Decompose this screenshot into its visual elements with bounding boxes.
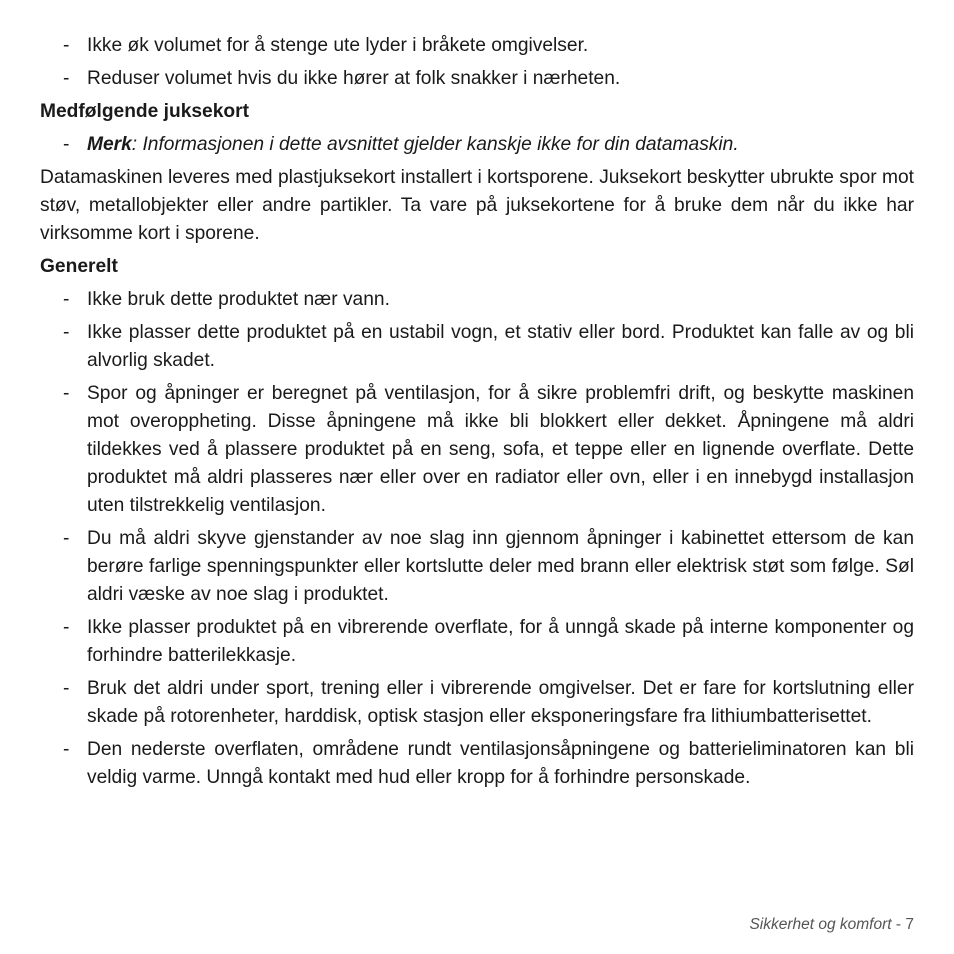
- list-item: [40, 380, 914, 520]
- list-item-text: Ikke øk volumet for å stenge ute lyder i bråkete omgivelser.: [87, 35, 589, 56]
- list-item-text: Reduser volumet hvis du ikke hører at folk snakker i nærheten.: [87, 68, 621, 89]
- footer-separator: -: [891, 916, 906, 933]
- bullet-dash: -: [63, 68, 70, 89]
- bullet-dash: -: [63, 289, 70, 310]
- list-item: [40, 675, 914, 731]
- bullet-dash: -: [63, 739, 70, 760]
- section-heading: Medfølgende juksekort: [40, 101, 249, 122]
- bullet-dash: -: [63, 678, 70, 699]
- list-item: [40, 65, 914, 93]
- page-number: 7: [905, 916, 914, 933]
- page-footer: [749, 916, 914, 934]
- list-item-text: Bruk det aldri under sport, trening eller i vibrerende omgivelser. Det er fare for kortslutning eller skade på rotorenheter, harddisk, optisk stasjon eller eksponeringsfare fra lithiumbatterisettet.: [87, 678, 914, 727]
- bullet-dash: -: [63, 383, 70, 404]
- list-item: [40, 525, 914, 609]
- list-item-text: Spor og åpninger er beregnet på ventilasjon, for å sikre problemfri drift, og beskytte maskinen mot overoppheting. Disse åpningene må ikke bli blokkert eller dekket. Åpningene må aldri tildekkes ved å plassere produktet på en seng, sofa, et teppe eller en lignende overflate. Dette produktet må aldri plasseres nær eller over en radiator eller ovn, eller i en innebygd installasjon uten tilstrekkelig ventilasjon.: [87, 383, 914, 516]
- bullet-dash: -: [63, 617, 70, 638]
- section-heading: Generelt: [40, 256, 118, 277]
- note-item: [40, 131, 914, 159]
- bullet-dash: -: [63, 322, 70, 343]
- footer-section-title: Sikkerhet og komfort: [749, 916, 892, 933]
- list-item-text: Den nederste overflaten, områdene rundt ventilasjonsåpningene og batterieliminatoren kan bli veldig varme. Unngå kontakt med hud eller kropp for å forhindre personskade.: [87, 739, 914, 788]
- list-item: [40, 286, 914, 314]
- list-item-text: Ikke bruk dette produktet nær vann.: [87, 289, 390, 310]
- list-item: [40, 736, 914, 792]
- document-page: [40, 32, 914, 797]
- list-item: [40, 319, 914, 375]
- note-text: : Informasjonen i dette avsnittet gjelder kanskje ikke for din datamaskin.: [131, 134, 739, 155]
- list-item-text: Ikke plasser produktet på en vibrerende overflate, for å unngå skade på interne komponenter og forhindre batterilekkasje.: [87, 617, 914, 666]
- bullet-dash: -: [63, 134, 70, 155]
- body-paragraph: Datamaskinen leveres med plastjuksekort installert i kortsporene. Juksekort beskytter ubrukte spor mot støv, metallobjekter eller andre partikler. Ta vare på juksekortene for å bruke dem når du ikke har virksomme kort i sporene.: [40, 167, 914, 244]
- list-item: [40, 614, 914, 670]
- list-item-text: Du må aldri skyve gjenstander av noe slag inn gjennom åpninger i kabinettet ettersom de kan berøre farlige spenningspunkter eller kortslutte deler med brann eller elektrisk støt som følge. Søl aldri væske av noe slag i produktet.: [87, 528, 914, 605]
- note-label: Merk: [87, 134, 132, 155]
- list-item: [40, 32, 914, 60]
- bullet-dash: -: [63, 35, 70, 56]
- bullet-dash: -: [63, 528, 70, 549]
- list-item-text: Ikke plasser dette produktet på en ustabil vogn, et stativ eller bord. Produktet kan falle av og bli alvorlig skadet.: [87, 322, 914, 371]
